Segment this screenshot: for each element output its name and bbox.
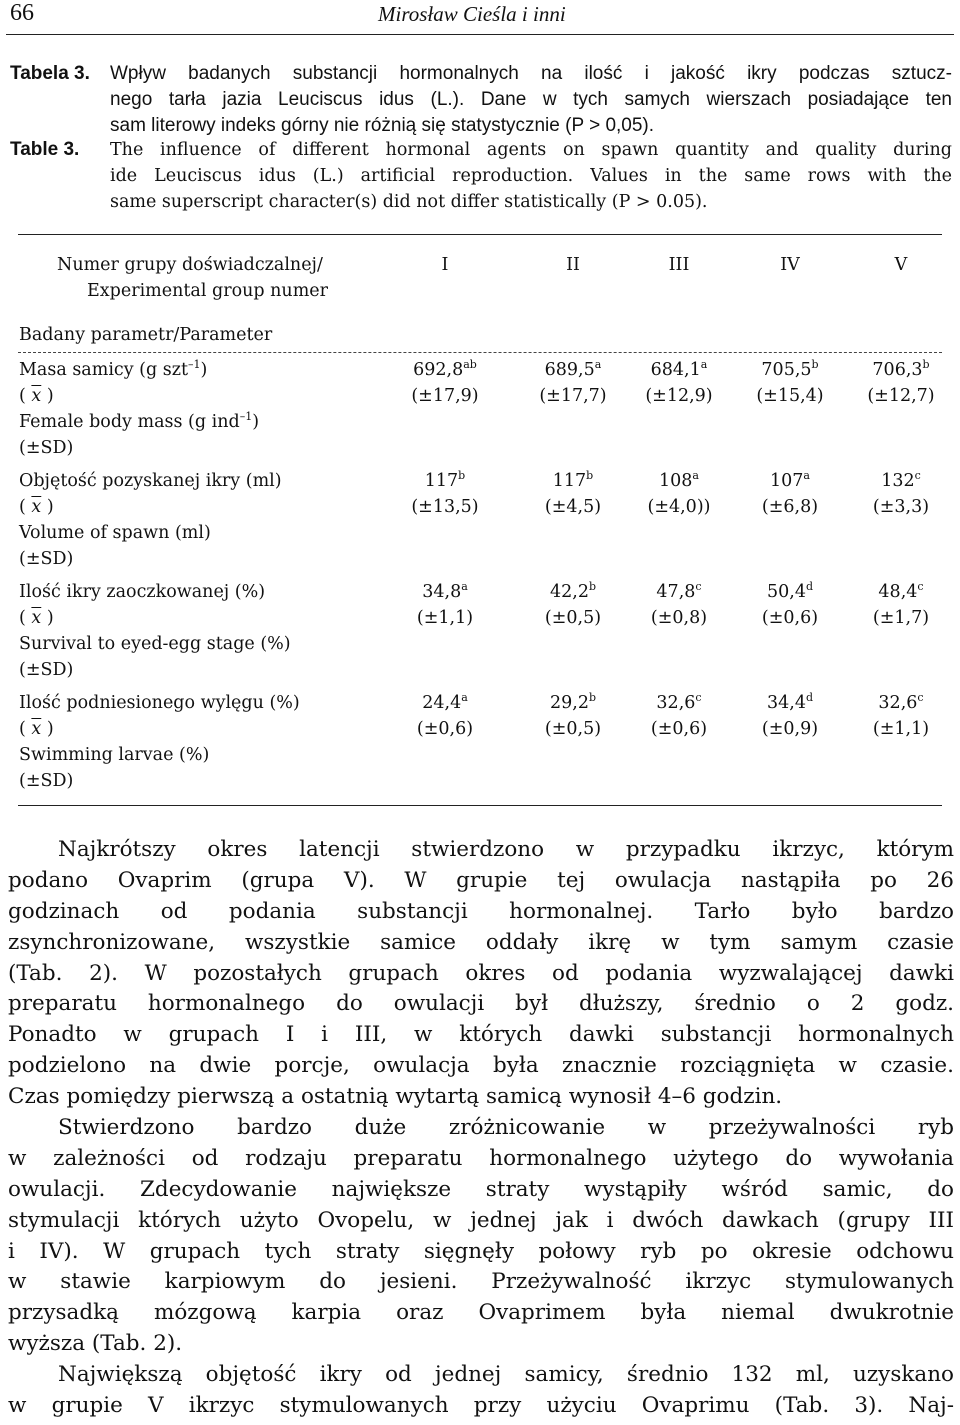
- group-header-II: II: [566, 255, 580, 275]
- caption-label: Table 3.: [10, 139, 80, 160]
- body-line: preparatu hormonalnego do owulacji był dłuższy, średnio o 2 godz.: [8, 991, 954, 1017]
- cell-sd: (±12,9): [645, 386, 713, 406]
- group-header-line2: Experimental group numer: [87, 281, 329, 301]
- body-line: zsynchronizowane, wszystkie samice oddały ikrę w tym samym czasie: [8, 929, 954, 955]
- cell-sd: (±6,8): [761, 497, 819, 517]
- cell-mean: 132$^c$: [881, 469, 921, 491]
- cell-mean: 47,8$^c$: [656, 580, 702, 602]
- group-header-III: III: [668, 255, 690, 275]
- cell-sd: (±0,5): [544, 719, 602, 739]
- body-line: wyższa (Tab. 2).: [8, 1331, 183, 1357]
- body-line: podano Ovaprim (grupa V). W grupie tej owulacja nastąpiła po 26: [8, 867, 954, 893]
- cell-sd: (±13,5): [411, 497, 479, 517]
- body-line: podzielono na dwie porcje, owulacja była znacznie rozciągnięta w czasie.: [8, 1053, 954, 1079]
- cell-mean: 117$^b$: [552, 469, 594, 491]
- sd-label: (±SD): [19, 549, 74, 569]
- cell-sd: (±0,5): [544, 608, 602, 628]
- cell-mean: 34,8$^a$: [422, 580, 468, 602]
- sd-label: (±SD): [19, 438, 74, 458]
- row-label-pl: Ilość podniesionego wylęgu (%): [19, 693, 300, 713]
- cell-sd: (±3,3): [872, 497, 930, 517]
- cell-sd: (±17,7): [539, 386, 607, 406]
- table-top-rule: [18, 234, 942, 235]
- cell-mean: 32,6$^c$: [656, 691, 702, 713]
- mean-symbol: ( $\overline{x}$ ): [19, 386, 54, 406]
- body-text: [8, 835, 954, 1422]
- row-label-en: Swimming larvae (%): [19, 745, 210, 765]
- caption-label: Tabela 3.: [10, 63, 90, 84]
- body-line: w stawie karpiowym do jesieni. Przeżywalność ikrzyc stymulowanych: [8, 1269, 954, 1295]
- body-line: owulacji. Zdecydowanie największe straty wystąpiły wśród samic, do: [8, 1176, 954, 1202]
- cell-sd: (±0,8): [650, 608, 708, 628]
- cell-mean: 42,2$^b$: [549, 580, 596, 602]
- body-line: Najkrótszy okres latencji stwierdzono w przypadku ikrzyc, którym: [58, 837, 954, 862]
- cell-sd: (±0,6): [650, 719, 708, 739]
- cell-mean: 117$^b$: [424, 469, 466, 491]
- cell-mean: 706,3$^b$: [872, 358, 930, 380]
- cell-mean: 48,4$^c$: [878, 580, 924, 602]
- group-header-IV: IV: [780, 255, 800, 275]
- cell-mean: 50,4$^d$: [766, 580, 813, 602]
- cell-mean: 689,5$^a$: [544, 358, 602, 380]
- row-label-en: Female body mass (g ind$^{-1}$): [19, 410, 260, 432]
- cell-mean: 107$^a$: [770, 469, 810, 491]
- body-line: w grupie V ikrzyc stymulowanych przy użyciu Ovaprimu (Tab. 3). Naj-: [8, 1393, 954, 1419]
- row-label-en: Volume of spawn (ml): [19, 523, 211, 543]
- caption-line: The influence of different hormonal agents on spawn quantity and quality during: [110, 140, 952, 160]
- body-line: przysadką mózgową karpia oraz Ovaprimem była niemal dwukrotnie: [8, 1300, 954, 1326]
- row-label-pl: Ilość ikry zaoczkowanej (%): [19, 582, 266, 602]
- table-bottom-rule: [18, 805, 942, 806]
- caption-line: ide Leuciscus idus (L.) artificial reproduction. Values in the same rows with the: [110, 166, 952, 186]
- cell-mean: 692,8$^{ab}$: [413, 358, 477, 380]
- running-header: [6, 0, 954, 35]
- mean-symbol: ( $\overline{x}$ ): [19, 719, 54, 739]
- cell-sd: (±17,9): [411, 386, 479, 406]
- caption-line: same superscript character(s) did not differ statistically (P > 0.05).: [110, 192, 708, 212]
- cell-sd: (±15,4): [756, 386, 824, 406]
- cell-sd: (±0,6): [761, 608, 819, 628]
- sd-label: (±SD): [19, 771, 74, 791]
- cell-sd: (±12,7): [867, 386, 935, 406]
- cell-mean: 24,4$^a$: [422, 691, 468, 713]
- cell-mean: 684,1$^a$: [650, 358, 708, 380]
- cell-sd: (±1,7): [872, 608, 930, 628]
- body-line: stymulacji których użyto Ovopelu, w jednej jak i dwóch dawkach (grupy III: [8, 1207, 954, 1233]
- cell-mean: 29,2$^b$: [549, 691, 596, 713]
- caption-line: Wpływ badanych substancji hormonalnych na ilość i jakość ikry podczas sztucz-: [110, 63, 952, 84]
- row-label-en: Survival to eyed-egg stage (%): [19, 634, 291, 654]
- body-line: w zależności od rodzaju preparatu hormonalnego użytego do wywołania: [8, 1145, 954, 1171]
- cell-sd: (±0,9): [761, 719, 819, 739]
- row-label-pl: Masa samicy (g szt$^{-1}$): [19, 358, 208, 380]
- body-line: Ponadto w grupach I i III, w których dawki substancji hormonalnych: [8, 1022, 954, 1048]
- group-header-line1: Numer grupy doświadczalnej/: [57, 255, 323, 275]
- mean-symbol: ( $\overline{x}$ ): [19, 608, 54, 628]
- mean-symbol: ( $\overline{x}$ ): [19, 497, 54, 517]
- table-header-rule: [18, 352, 942, 353]
- body-line: Największą objętość ikry od jednej samicy, średnio 132 ml, uzyskano: [58, 1362, 954, 1388]
- row-label-pl: Objętość pozyskanej ikry (ml): [19, 471, 282, 491]
- cell-mean: 108$^a$: [659, 469, 699, 491]
- group-header-V: V: [894, 255, 908, 275]
- body-line: Stwierdzono bardzo duże zróżnicowanie w przeżywalności ryb: [58, 1115, 954, 1141]
- caption-line: sam literowy indeks górny nie różnią się statystycznie (P > 0,05).: [110, 115, 655, 136]
- cell-sd: (±1,1): [872, 719, 930, 739]
- sd-label: (±SD): [19, 660, 74, 680]
- cell-sd: (±4,0)): [647, 497, 711, 517]
- body-line: (Tab. 2). W pozostałych grupach okres od podania wyzwalającej dawki: [8, 960, 954, 986]
- cell-mean: 32,6$^c$: [878, 691, 924, 713]
- body-line: Czas pomiędzy pierwszą a ostatnią wytartą samicą wynosił 4–6 godzin.: [8, 1084, 783, 1110]
- group-header-I: I: [441, 255, 449, 275]
- cell-sd: (±0,6): [416, 719, 474, 739]
- parameter-header: Badany parametr/Parameter: [19, 325, 273, 345]
- body-line: i IV). W grupach tych straty sięgnęły połowy ryb po okresie odchowu: [8, 1238, 954, 1264]
- page-number: 66: [10, 0, 34, 26]
- body-line: godzinach od podania substancji hormonalnej. Tarło było bardzo: [8, 898, 954, 924]
- caption-line: nego tarła jazia Leuciscus idus (L.). Dane w tych samych wierszach posiadające ten: [110, 89, 952, 110]
- cell-sd: (±4,5): [544, 497, 602, 517]
- cell-sd: (±1,1): [416, 608, 474, 628]
- cell-mean: 34,4$^d$: [766, 691, 813, 713]
- cell-mean: 705,5$^b$: [761, 358, 819, 380]
- running-title: Mirosław Cieśla i inni: [378, 2, 566, 26]
